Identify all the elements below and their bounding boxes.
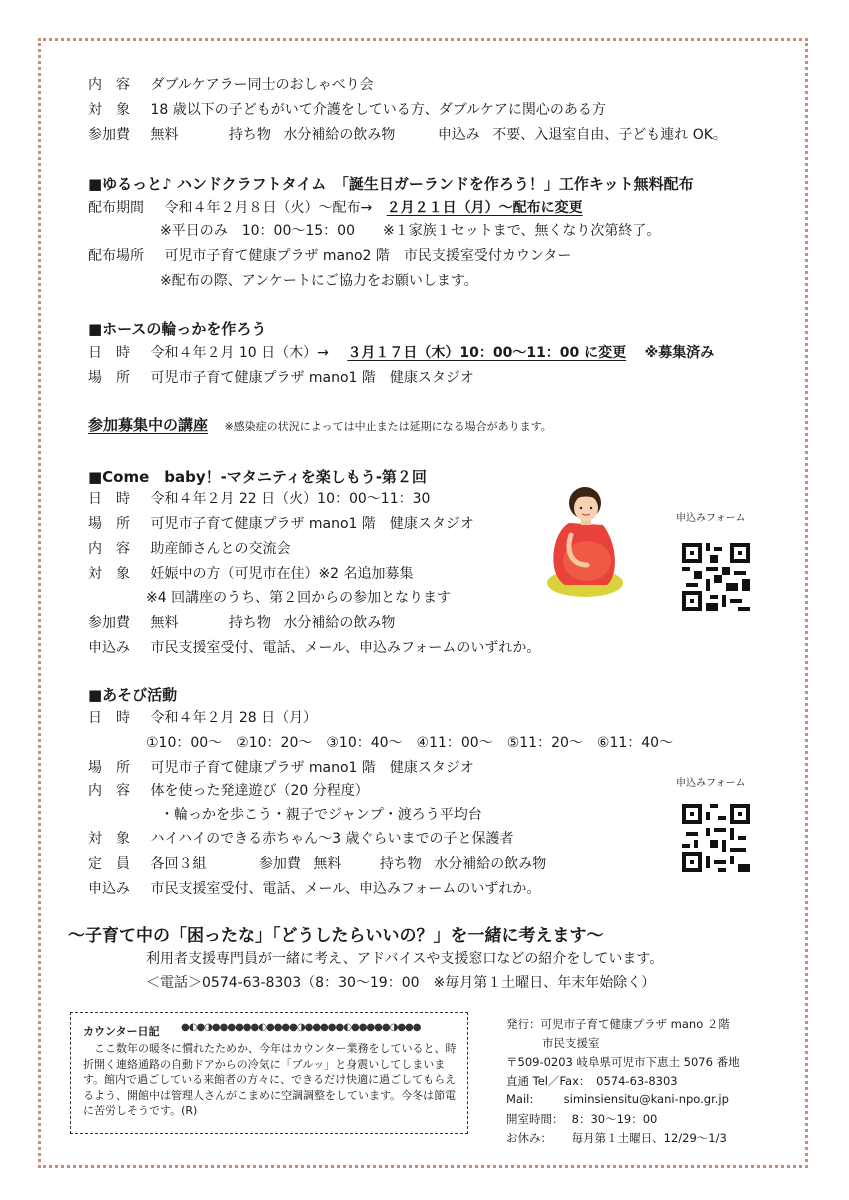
mail-link[interactable]: siminsiensitu@kani-npo.gr.jp	[563, 1092, 729, 1106]
row-label: 場 所	[88, 516, 130, 532]
row-text: 助産師さんとの交流会	[150, 541, 291, 557]
row-label: 対 象	[88, 102, 130, 118]
pregnant-woman-illustration	[535, 483, 635, 598]
row-text: 18 歳以下の子どもがいて介護をしている方、ダブルケアに関心のある方	[150, 102, 606, 118]
detail-row	[88, 880, 540, 898]
detail-row	[88, 344, 714, 362]
bring-value: 水分補給の飲み物	[283, 127, 396, 143]
fee-value: 無料	[313, 856, 342, 872]
place-label: 場 所	[88, 760, 130, 776]
detail-row	[88, 759, 474, 777]
fee-value: 無料	[150, 615, 179, 631]
apply-label: 申込み	[437, 127, 480, 143]
counter-diary-title: カウンター日記	[83, 1025, 160, 1038]
fee-label: 参加費	[88, 127, 130, 143]
row-label: 内 容	[88, 77, 130, 93]
come-baby-title: ■Come baby！-マタニティを楽しもう-第２回	[88, 468, 427, 486]
row-label: 日 時	[88, 491, 130, 507]
bring-label: 持ち物	[379, 856, 422, 872]
form-label: 申込みフォーム	[676, 513, 746, 524]
content-label: 内 容	[88, 783, 130, 799]
publisher-holiday-row	[506, 1130, 727, 1146]
recruit-title: 参加募集中の講座	[88, 416, 209, 434]
target-label: 対 象	[88, 831, 130, 847]
consultation-banner: ～子育て中の「困ったな」「どうしたらいいの？」を一緒に考えます～	[68, 926, 604, 946]
detail-row	[88, 614, 395, 632]
place-text: 可児市子育て健康プラザ mano1 階 健康スタジオ	[150, 370, 474, 386]
recruit-heading-row	[88, 416, 552, 436]
detail-row	[88, 515, 474, 533]
content-text: 体を使った発達遊び（20 分程度）	[150, 783, 369, 799]
capacity-value: 各回３組	[150, 856, 207, 872]
publisher-mail-row	[506, 1092, 729, 1106]
holiday-label: お休み：	[506, 1131, 552, 1145]
bring-value: 水分補給の飲み物	[434, 856, 547, 872]
hours-value: 8：30～19：00	[571, 1112, 658, 1126]
publisher-address: 〒509-0203 岐阜県可児市下恵土 5076 番地	[506, 1055, 740, 1069]
place-text: 可児市子育て健康プラザ mano1 階 健康スタジオ	[150, 760, 474, 776]
fee-label: 参加費	[88, 615, 130, 631]
detail-row	[88, 855, 546, 873]
counter-diary-text: ここ数年の暖冬に慣れたためか、今年はカウンター業務をしていると、時折開く連絡通路の自動ドアからの冷気に「ブルッ」と身震いしてしまいます。館内で過ごしている来館者の方々に、できるだけ快適に過ごしてもらえるよう、開館中は管理人さんがこまめに空調調整をしています。今冬は節電に苦労しそうです。(R)	[83, 1042, 457, 1117]
handcraft-note: ※平日のみ 10：00～15：00 ※１家族１セットまで、無くなり次第終了。	[160, 223, 661, 239]
detail-row	[88, 76, 374, 94]
apply-value: 不要、入退室自由、子ども連れ OK。	[492, 127, 727, 143]
detail-row	[88, 369, 474, 387]
detail-row	[88, 199, 583, 217]
hours-label: 開室時間：	[506, 1112, 564, 1126]
qr-code-icon[interactable]	[682, 804, 750, 872]
detail-row	[88, 830, 514, 848]
place-label: 配布場所	[88, 248, 144, 264]
publisher-tel: 直通 Tel／Fax： 0574-63-8303	[506, 1074, 678, 1088]
play-times: ①10：00～ ②10：20～ ③10：40～ ④11：00～ ⑤11：20～ ⑥11：40～	[146, 735, 674, 751]
row-text: ダブルケアラー同士のおしゃべり会	[150, 77, 374, 93]
hose-title: ■ホースの輪っかを作ろう	[88, 320, 267, 338]
counter-diary-box	[70, 1012, 468, 1134]
date-text: 令和４年２月 10 日（木）→	[150, 345, 329, 361]
period-text: 令和４年２月８日（火）～配布→	[164, 200, 373, 216]
row-label: 対 象	[88, 566, 130, 582]
date-text: 令和４年２月 28 日（月）	[150, 710, 318, 726]
detail-row	[88, 126, 727, 144]
apply-label: 申込み	[88, 881, 130, 897]
publisher-room: 市民支援室	[542, 1036, 600, 1050]
mail-label: Mail:	[506, 1092, 534, 1106]
detail-row	[88, 490, 430, 508]
publisher-hours-row	[506, 1111, 657, 1127]
play-content-sub: ・輪っかを歩こう・親子でジャンプ・渡ろう平均台	[160, 807, 482, 823]
bring-label: 持ち物	[228, 615, 271, 631]
fee-label: 参加費	[258, 856, 301, 872]
detail-row	[88, 782, 369, 800]
detail-row	[88, 540, 290, 558]
detail-row	[88, 247, 571, 265]
period-label: 配布期間	[88, 200, 144, 216]
detail-row	[88, 101, 606, 119]
target-text: ハイハイのできる赤ちゃん～3 歳ぐらいまでの子と保護者	[150, 831, 514, 847]
fee-value: 無料	[150, 127, 179, 143]
place-label: 場 所	[88, 370, 130, 386]
detail-row	[88, 565, 414, 583]
play-title: ■あそび活動	[88, 686, 178, 704]
banner-phone: ＜電話＞0574-63-8303（8：30～19：00 ※毎月第１土曜日、年末年始除く）	[146, 975, 656, 991]
detail-row	[88, 639, 540, 657]
form-label: 申込みフォーム	[676, 778, 746, 789]
banner-line: 利用者支援専門員が一緒に考え、アドバイスや支援窓口などの紹介をしています。	[146, 951, 664, 967]
detail-row	[88, 709, 317, 727]
row-text: 令和４年２月 22 日（火）10：00～11：30	[150, 491, 431, 507]
date-note: ※募集済み	[644, 345, 715, 361]
apply-label: 申込み	[88, 640, 130, 656]
row-text: 妊娠中の方（可児市在住）※2 名追加募集	[150, 566, 414, 582]
handcraft-title: ■ゆるっと♪ ハンドクラフトタイム 「誕生日ガーランドを作ろう！」工作キット無料配布	[88, 175, 694, 193]
row-text: 可児市子育て健康プラザ mano1 階 健康スタジオ	[150, 516, 474, 532]
apply-text: 市民支援室受付、電話、メール、申込みフォームのいずれか。	[150, 881, 541, 897]
place-text: 可児市子育て健康プラザ mano2 階 市民支援室受付カウンター	[164, 248, 572, 264]
decorative-dots: ●◐●◑●●●●●●◐●●●●◑●●●●●◐●●●●●◑●●●	[181, 1022, 421, 1033]
come-baby-subnote: ※4 回講座のうち、第２回からの参加となります	[146, 590, 452, 606]
publisher-line: 発行：可児市子育て健康プラザ mano ２階	[506, 1017, 730, 1031]
period-change: ２月２１日（月）～配布に変更	[386, 200, 583, 216]
handcraft-note: ※配布の際、アンケートにご協力をお願いします。	[160, 273, 478, 289]
apply-text: 市民支援室受付、電話、メール、申込みフォームのいずれか。	[150, 640, 541, 656]
recruit-note: ※感染症の状況によっては中止または延期になる場合があります。	[224, 420, 552, 433]
date-label: 日 時	[88, 345, 130, 361]
holiday-value: 毎月第１土曜日、12/29～1/3	[571, 1131, 727, 1145]
date-label: 日 時	[88, 710, 130, 726]
bring-value: 水分補給の飲み物	[283, 615, 396, 631]
capacity-label: 定 員	[88, 856, 130, 872]
bring-label: 持ち物	[228, 127, 271, 143]
qr-code-icon[interactable]	[682, 543, 750, 611]
date-change: ３月１７日（木）10：00～11：00 に変更	[347, 345, 627, 361]
row-label: 内 容	[88, 541, 130, 557]
counter-diary-body	[83, 1041, 459, 1119]
